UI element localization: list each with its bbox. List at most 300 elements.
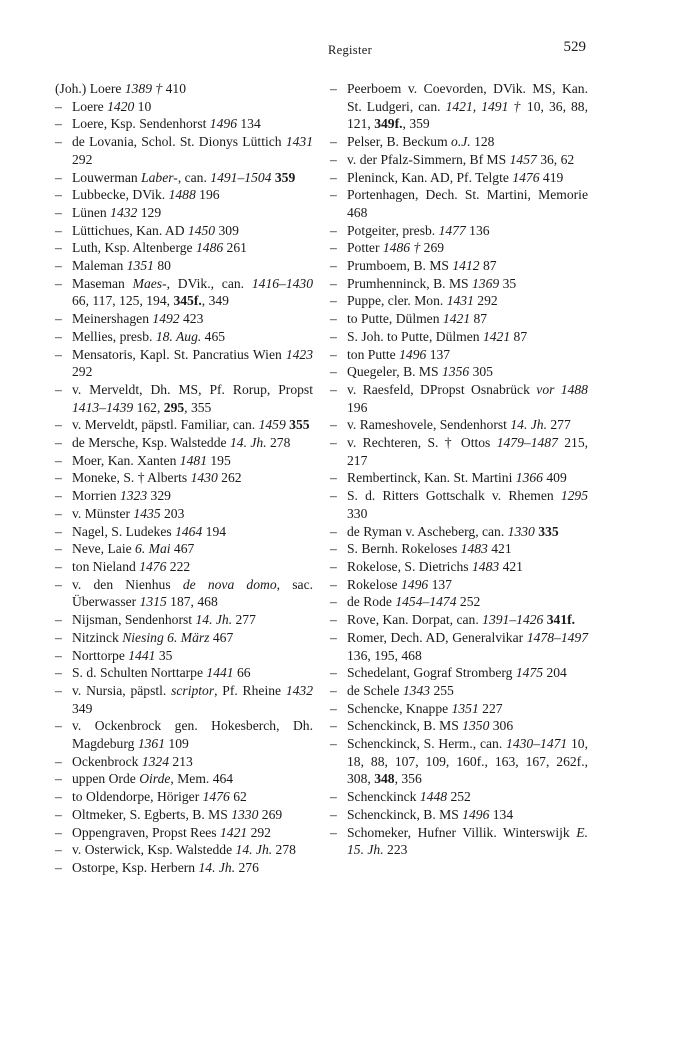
entry-italic-text: 1476 — [139, 558, 167, 574]
entry-text: 305 — [469, 364, 493, 380]
entry-text: 277 — [546, 417, 571, 433]
entry-text: Moer, Kan. Xanten — [72, 452, 180, 468]
index-entry — [330, 806, 588, 824]
entry-bold-text: 355 — [289, 417, 310, 433]
entry-text: Schenckinck — [347, 789, 420, 805]
entry-text: 10 — [134, 98, 152, 114]
running-header: Register — [327, 43, 373, 57]
entry-text: Puppe, cler. Mon. — [347, 293, 447, 309]
entry-italic-text: 1366 — [515, 470, 543, 486]
entry-italic-text: 14. Jh. — [235, 842, 273, 858]
index-entry — [330, 611, 588, 629]
entry-text: v. Merveldt, Dh. MS, Pf. Rorup, Propst — [72, 381, 313, 397]
entry-bold-text: 345f. — [173, 293, 202, 309]
index-entry — [55, 576, 313, 611]
entry-text: v. Ockenbrock gen. Hokesberch, Dh. Magdeburg — [72, 718, 313, 752]
index-entry — [55, 859, 313, 877]
entry-text: 128 — [470, 134, 495, 150]
entry-italic-text: 1486 — [195, 240, 224, 256]
index-entry — [330, 363, 588, 381]
index-entry — [330, 735, 588, 788]
entry-text: 10, 18, 88, 107, 109, 160f., 163, 167, 262f., 308, — [347, 736, 588, 787]
entry-text: 195 — [206, 452, 231, 468]
entry-text: 252 — [447, 789, 471, 805]
index-entry — [330, 629, 588, 664]
entry-text: 136, 195, 468 — [347, 647, 422, 663]
index-entry — [330, 593, 588, 611]
entry-text: Schenckinck, S. Herm., can. — [347, 736, 507, 752]
entry-text: to Oldendorpe, Höriger — [72, 789, 203, 805]
index-entry — [55, 505, 313, 523]
entry-text: 227 — [478, 700, 503, 716]
entry-italic-text: 1391–1426 — [482, 612, 544, 628]
entry-italic-text: 1356 — [441, 364, 470, 380]
entry-text: Rokelose — [347, 576, 401, 592]
entry-text: 223 — [383, 842, 408, 858]
index-entry — [330, 328, 588, 346]
entry-text: , Pf. Rheine — [214, 682, 286, 698]
entry-italic-text: 1435 — [133, 505, 161, 521]
index-entry — [55, 133, 313, 168]
entry-text: Neve, Laie — [72, 541, 136, 557]
entry-bold-text: 341f. — [546, 612, 576, 628]
entry-italic-text: 1441 — [128, 647, 156, 663]
entry-text: Loere, Ksp. Sendenhorst — [72, 116, 210, 132]
entry-text: to Putte, Dülmen — [347, 311, 443, 327]
index-entry — [330, 151, 588, 169]
entry-italic-text: 1479–1487 — [496, 435, 558, 451]
index-entry — [330, 133, 588, 151]
index-entry — [330, 186, 588, 221]
index-entry — [55, 452, 313, 470]
index-entry — [330, 239, 588, 257]
entry-bold-text: 295 — [163, 399, 185, 415]
entry-text: 467 — [170, 541, 195, 557]
entry-italic-text: 1413–1439 — [72, 399, 134, 415]
entry-italic-text: 14. Jh. — [198, 859, 236, 875]
entry-italic-text: 1369 — [472, 275, 500, 291]
index-entry — [330, 540, 588, 558]
entry-italic-text: 1478–1497 — [526, 629, 588, 645]
entry-text: de Schele — [347, 682, 403, 698]
entry-text: 409 — [542, 470, 567, 486]
index-entry — [55, 239, 313, 257]
index-entry — [55, 434, 313, 452]
entry-text: 269 — [420, 240, 445, 256]
entry-italic-text: 1330 — [507, 523, 535, 539]
index-entry — [55, 629, 313, 647]
entry-text: 421 — [487, 541, 512, 557]
entry-text: 419 — [539, 169, 564, 185]
entry-italic-text: 1475 — [515, 665, 544, 681]
entry-text: Schenckinck, B. MS — [347, 718, 463, 734]
entry-italic-text: 1423 — [285, 346, 313, 362]
entry-text: 136 — [465, 222, 490, 238]
entry-text: v. Rechteren, S. † Ottos — [347, 435, 497, 451]
entry-italic-text: 1483 — [460, 541, 488, 557]
index-entry — [55, 682, 313, 717]
entry-italic-text: 1486 † — [382, 240, 421, 256]
index-entry — [55, 222, 313, 240]
entry-italic-text: 1496 — [401, 576, 429, 592]
index-entry — [55, 346, 313, 381]
entry-text: S. d. Schulten Norttarpe — [72, 665, 207, 681]
entry-italic-text: 1295 — [560, 488, 588, 504]
entry-text: 109 — [165, 736, 189, 752]
entry-text: Norttorpe — [72, 647, 129, 663]
entry-italic-text: 1315 — [139, 594, 167, 610]
entry-text: Maleman — [72, 258, 127, 274]
index-entry — [330, 275, 588, 293]
index-entry — [330, 169, 588, 187]
entry-italic-text: 1432 — [285, 682, 313, 698]
entry-italic-text: 1421 — [482, 328, 511, 344]
entry-text: Mensatoris, Kapl. St. Pancratius Wien — [72, 346, 286, 362]
entry-bold-text: 335 — [538, 523, 559, 539]
entry-italic-text: o.J. — [451, 134, 471, 150]
entry-text: 222 — [166, 558, 191, 574]
index-entry — [55, 487, 313, 505]
entry-text: Louwerman — [72, 169, 142, 185]
entry-italic-text: 1492 — [152, 311, 180, 327]
index-entry — [55, 80, 313, 98]
index-entry — [55, 416, 313, 434]
entry-text: 465 — [201, 328, 226, 344]
index-entry — [55, 204, 313, 222]
right-column — [330, 80, 588, 859]
entry-text: 35 — [499, 275, 517, 291]
index-entry — [330, 487, 588, 522]
index-entry — [55, 310, 313, 328]
index-entry — [55, 169, 313, 187]
entry-text: 35 — [155, 647, 173, 663]
index-entry — [330, 682, 588, 700]
entry-text: Schencke, Knappe — [347, 700, 452, 716]
entry-text: Lubbecke, DVik. — [72, 187, 169, 203]
entry-text: Moneke, S. † Alberts — [72, 470, 191, 486]
entry-text: Prumboem, B. MS — [347, 258, 453, 274]
entry-text: v. Nursia, päpstl. — [72, 682, 172, 698]
entry-bold-text: 348 — [374, 771, 395, 787]
entry-text: 261 — [223, 240, 247, 256]
entry-italic-text: 1416–1430 — [251, 275, 314, 291]
index-entry — [55, 824, 313, 842]
entry-italic-text: 1324 — [141, 753, 170, 769]
entry-text: S. Joh. to Putte, Dülmen — [347, 328, 483, 344]
entry-italic-text: Niesing 6. März — [122, 629, 210, 645]
entry-text: Nijsman, Sendenhorst — [72, 612, 196, 628]
entry-text: v. den Nienhus — [72, 576, 183, 592]
index-entry — [330, 310, 588, 328]
entry-text: 10, 36, 88, 121, — [347, 98, 589, 132]
left-column — [55, 80, 313, 877]
entry-text: Mellies, presb. — [72, 328, 156, 344]
entry-text: 137 — [428, 576, 452, 592]
index-entry — [55, 647, 313, 665]
entry-text: Portenhagen, Dech. St. Martini, Memorie 468 — [347, 187, 588, 220]
entry-text: 269 — [258, 806, 283, 822]
entry-italic-text: 1450 — [187, 222, 216, 238]
entry-text: S. Bernh. Rokeloses — [347, 541, 461, 557]
index-entry — [55, 753, 313, 771]
entry-text: v. Münster — [72, 505, 134, 521]
entry-italic-text: 1361 — [137, 736, 166, 752]
entry-italic-text: 1431 — [446, 293, 474, 309]
entry-text: Potgeiter, presb. — [347, 222, 439, 238]
index-entry — [55, 328, 313, 346]
index-entry — [330, 346, 588, 364]
entry-bold-text: 359 — [274, 169, 296, 185]
entry-text: 196 — [195, 187, 220, 203]
entry-text: 278 — [272, 842, 296, 858]
entry-text: 292 — [473, 293, 498, 309]
entry-italic-text: 1330 — [231, 806, 259, 822]
entry-text: Maseman — [72, 275, 133, 291]
entry-italic-text: 1430–1471 — [506, 736, 568, 752]
index-entry — [330, 222, 588, 240]
entry-italic-text: 1483 — [471, 558, 500, 574]
entry-text: , 355 — [184, 399, 212, 415]
entry-text: 277 — [232, 612, 256, 628]
entry-italic-text: 1420 — [107, 98, 135, 114]
entry-text: Romer, Dech. AD, Generalvikar — [347, 629, 527, 645]
entry-italic-text: 1343 — [402, 682, 431, 698]
entry-italic-text: 1430 — [190, 470, 218, 486]
entry-text: v. Osterwick, Ksp. Walstedde — [72, 842, 236, 858]
entry-text: Rove, Kan. Dorpat, can. — [347, 612, 483, 628]
entry-italic-text: 1477 — [438, 222, 466, 238]
index-entry — [55, 558, 313, 576]
entry-text: Oppengraven, Propst Rees — [72, 824, 220, 840]
entry-italic-text: Oirde — [139, 771, 171, 787]
entry-text: v. Merveldt, päpstl. Familiar, can. — [72, 417, 259, 433]
entry-text: 162, — [133, 399, 164, 415]
entry-text: Quegeler, B. MS — [347, 364, 442, 380]
index-entry — [55, 186, 313, 204]
entry-text: 329 — [147, 488, 171, 504]
entry-italic-text: 18. Aug. — [155, 328, 202, 344]
entry-italic-text: 1496 — [399, 346, 427, 362]
entry-text: 196 — [347, 399, 368, 415]
entry-text: ton Nieland — [72, 558, 140, 574]
entry-text: de Mersche, Ksp. Walstedde — [72, 435, 230, 451]
entry-text: ton Putte — [347, 346, 400, 362]
entry-italic-text: 1421, 1491 † — [445, 98, 522, 114]
index-entry — [330, 788, 588, 806]
entry-text: 80 — [153, 258, 171, 274]
entry-text: Pelser, B. Beckum — [347, 134, 452, 150]
entry-text: , 359 — [402, 116, 430, 132]
index-entry — [55, 788, 313, 806]
entry-text: Prumhenninck, B. MS — [347, 275, 472, 291]
index-entry — [330, 292, 588, 310]
entry-text: Morrien — [72, 488, 120, 504]
index-entry — [55, 275, 313, 310]
index-entry — [330, 257, 588, 275]
entry-text: v. Rameshovele, Sendenhorst — [347, 417, 511, 433]
entry-text: S. d. Ritters Gottschalk v. Rhemen — [347, 488, 561, 504]
index-entry — [55, 540, 313, 558]
entry-text: Meinershagen — [72, 311, 153, 327]
index-entry — [55, 257, 313, 275]
entry-text: Nitzinck — [72, 629, 123, 645]
entry-text: , Mem. 464 — [170, 771, 234, 787]
index-entry — [55, 98, 313, 116]
entry-text: 87 — [479, 258, 497, 274]
index-entry — [55, 381, 313, 416]
entry-text: 262 — [217, 470, 242, 486]
entry-text: de Ryman v. Ascheberg, can. — [347, 523, 508, 539]
entry-italic-text: 1481 — [179, 452, 207, 468]
entry-italic-text: Laber- — [141, 169, 178, 185]
index-entry — [55, 611, 313, 629]
index-entry — [330, 434, 588, 469]
entry-italic-text: 1476 — [202, 789, 230, 805]
index-entry — [55, 841, 313, 859]
entry-italic-text: 14. Jh. — [195, 612, 233, 628]
entry-text: , sac. Überwasser — [72, 576, 313, 610]
index-entry — [55, 469, 313, 487]
entry-text: Schomeker, Hufner Villik. Winterswijk — [347, 824, 577, 840]
entry-italic-text: 1421 — [220, 824, 248, 840]
index-entry — [330, 523, 588, 541]
entry-italic-text: E. 15. Jh. — [347, 824, 588, 858]
index-entry — [330, 558, 588, 576]
entry-italic-text: 1464 — [175, 523, 203, 539]
entry-italic-text: 1441 — [206, 665, 234, 681]
entry-text: v. der Pfalz-Simmern, Bf MS — [347, 151, 510, 167]
entry-text: , 356 — [394, 771, 422, 787]
index-entry — [330, 664, 588, 682]
entry-italic-text: 1476 — [512, 169, 540, 185]
entry-italic-text: 1412 — [452, 258, 480, 274]
entry-text: 467 — [209, 629, 234, 645]
entry-italic-text: 1488 — [168, 187, 196, 203]
entry-text: , DVik., can. — [166, 275, 252, 291]
entry-italic-text: 1496 — [462, 806, 490, 822]
entry-italic-text: 6. Mai — [135, 541, 171, 557]
entry-text: 66 — [233, 665, 251, 681]
entry-italic-text: de nova domo — [182, 576, 277, 592]
entry-text: 213 — [169, 753, 193, 769]
entry-text: Ostorpe, Ksp. Herbern — [72, 859, 199, 875]
entry-text: v. Raesfeld, DPropst Osnabrück — [347, 381, 537, 397]
entry-italic-text: 1421 — [442, 311, 471, 327]
index-entry — [330, 381, 588, 416]
entry-italic-text: 1491–1504 — [210, 169, 272, 185]
entry-italic-text: 1351 — [126, 258, 154, 274]
entry-text: 204 — [543, 665, 567, 681]
entry-text: Lünen — [72, 204, 111, 220]
entry-italic-text: 1457 — [509, 151, 537, 167]
entry-text: 187, 468 — [166, 594, 218, 610]
entry-text: (Joh.) Loere — [55, 81, 125, 96]
index-entry — [330, 700, 588, 718]
index-entry — [55, 717, 313, 752]
entry-text: de Rode — [347, 594, 396, 610]
entry-text: Loere — [72, 98, 108, 114]
entry-text: Schedelant, Gograf Stromberg — [347, 665, 516, 681]
entry-bold-text: 349f. — [374, 116, 403, 132]
entry-text: Pleninck, Kan. AD, Pf. Telgte — [347, 169, 513, 185]
entry-text: Peerboem v. Coevorden, DVik. MS, Kan. St. Ludgeri, can. — [347, 81, 588, 114]
entry-text: 309 — [215, 222, 239, 238]
index-entry — [330, 824, 588, 859]
entry-italic-text: 1350 — [462, 718, 490, 734]
entry-text: 215, 217 — [347, 435, 589, 468]
index-entry — [55, 115, 313, 133]
entry-text: 129 — [137, 204, 162, 220]
page-number: 529 — [563, 39, 586, 55]
entry-text: 330 — [347, 505, 368, 521]
entry-italic-text: 1432 — [110, 204, 138, 220]
entry-italic-text: 1389 † — [124, 81, 166, 96]
entry-italic-text: 14. Jh. — [229, 435, 267, 451]
entry-text: 349 — [72, 700, 93, 716]
entry-text: 134 — [489, 806, 514, 822]
index-entry — [330, 416, 588, 434]
entry-italic-text: 1448 — [419, 789, 448, 805]
entry-text: 423 — [179, 311, 204, 327]
index-entry — [330, 80, 588, 133]
entry-text: Oltmeker, S. Egberts, B. MS — [72, 806, 232, 822]
entry-text: 278 — [266, 435, 291, 451]
entry-italic-text: 1323 — [119, 488, 148, 504]
entry-italic-text: scriptor — [171, 682, 215, 698]
entry-text: 410 — [165, 81, 186, 96]
index-entry — [330, 717, 588, 735]
entry-text: 292 — [72, 151, 93, 167]
entry-italic-text: 1351 — [451, 700, 479, 716]
entry-text: , can. — [177, 169, 211, 185]
entry-italic-text: Maes- — [132, 275, 167, 291]
entry-text: 194 — [202, 523, 227, 539]
entry-text: 203 — [160, 505, 185, 521]
entry-text: 134 — [236, 116, 261, 132]
entry-italic-text: vor 1488 — [536, 381, 588, 397]
entry-text: 137 — [426, 346, 451, 362]
entry-text: Rembertinck, Kan. St. Martini — [347, 470, 516, 486]
index-entry — [55, 523, 313, 541]
entry-text: Rokelose, S. Dietrichs — [347, 558, 472, 574]
entry-text: de Lovania, Schol. St. Dionys Lüttich — [72, 134, 286, 150]
entry-text: 252 — [456, 594, 481, 610]
entry-text: Lüttichues, Kan. AD — [72, 222, 188, 238]
entry-italic-text: 1496 — [209, 116, 237, 132]
entry-italic-text: 1431 — [285, 134, 313, 150]
entry-italic-text: 14. Jh. — [510, 417, 547, 433]
entry-text: Ockenbrock — [72, 753, 142, 769]
entry-text: Schenckinck, B. MS — [347, 806, 463, 822]
index-entry — [330, 576, 588, 594]
entry-text: 292 — [72, 364, 93, 380]
index-entry — [330, 469, 588, 487]
entry-text: 87 — [510, 328, 528, 344]
entry-text: 62 — [229, 789, 247, 805]
entry-text: 255 — [430, 682, 454, 698]
entry-text: 87 — [470, 311, 488, 327]
entry-text: Nagel, S. Ludekes — [72, 523, 176, 539]
entry-italic-text: 1454–1474 — [395, 594, 457, 610]
index-entry — [55, 806, 313, 824]
entry-text: Luth, Ksp. Altenberge — [72, 240, 196, 256]
entry-text: 66, 117, 125, 194, — [72, 293, 174, 309]
index-entry — [55, 664, 313, 682]
entry-text: uppen Orde — [72, 771, 140, 787]
entry-text: 292 — [247, 824, 271, 840]
index-entry — [55, 770, 313, 788]
entry-text: 306 — [489, 718, 514, 734]
